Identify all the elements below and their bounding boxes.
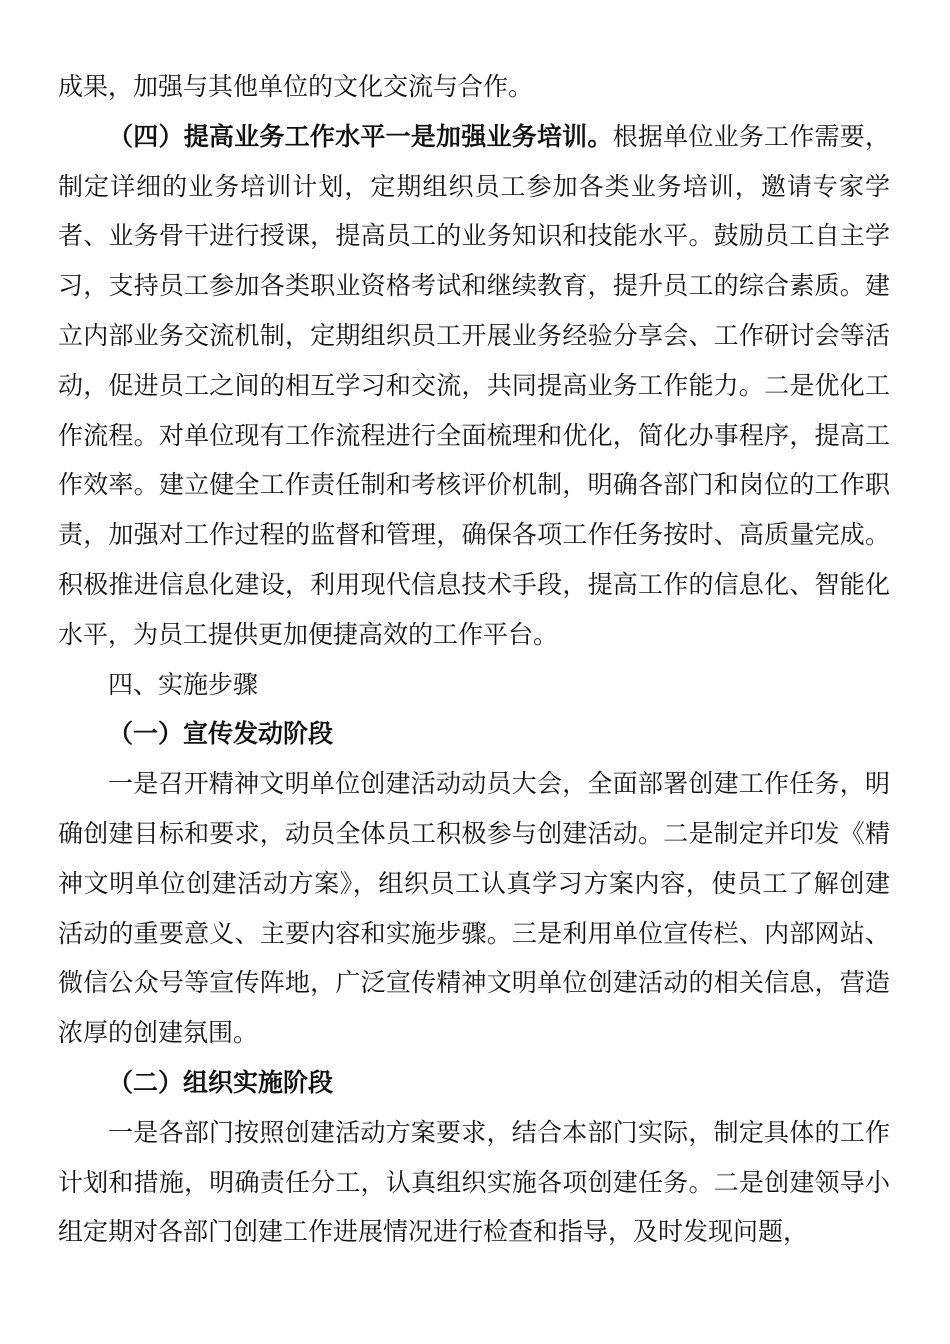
paragraph-section-4 (58, 112, 890, 660)
section-4-body: 根据单位业务工作需要，制定详细的业务培训计划，定期组织员工参加各类业务培训，邀请专家学者、业务骨干进行授课，提高员工的业务知识和技能水平。鼓励员工自主学习，支持员工参加各类职业资格考试和继续教育，提升员工的综合素质。建立内部业务交流机制，定期组织员工开展业务经验分享会、工作研讨会等活动，促进员工之间的相互学习和交流，共同提高业务工作能力。二是优化工作流程。对单位现有工作流程进行全面梳理和优化，简化办事程序，提高工作效率。建立健全工作责任制和考核评价机制，明确各部门和岗位的工作职责，加强对工作过程的监督和管理，确保各项工作任务按时、高质量完成。积极推进信息化建设，利用现代信息技术手段，提高工作的信息化、智能化水平，为员工提供更加便捷高效的工作平台。 (58, 121, 890, 649)
subheading-stage-1: （一）宣传发动阶段 (108, 719, 334, 749)
heading-implementation-steps: 四、实施步骤 (108, 669, 259, 699)
subheading-stage-2: （二）组织实施阶段 (108, 1067, 334, 1097)
paragraph-stage-2: 一是各部门按照创建活动方案要求，结合本部门实际，制定具体的工作计划和措施，明确责任分工，认真组织实施各项创建任务。二是创建领导小组定期对各部门创建工作进展情况进行检查和指导，及时发现问题， (58, 1117, 890, 1247)
paragraph-continued: 成果，加强与其他单位的文化交流与合作。 (58, 72, 534, 101)
paragraph-stage-1: 一是召开精神文明单位创建活动动员大会，全面部署创建工作任务，明确创建目标和要求，动员全体员工积极参与创建活动。二是制定并印发《精神文明单位创建活动方案》，组织员工认真学习方案内容，使员工了解创建活动的重要意义、主要内容和实施步骤。三是利用单位宣传栏、内部网站、微信公众号等宣传阵地，广泛宣传精神文明单位创建活动的相关信息，营造浓厚的创建氛围。 (58, 769, 890, 1048)
section-4-bold-lead: （四）提高业务工作水平一是加强业务培训。 (108, 121, 613, 151)
document-body (58, 62, 890, 1257)
